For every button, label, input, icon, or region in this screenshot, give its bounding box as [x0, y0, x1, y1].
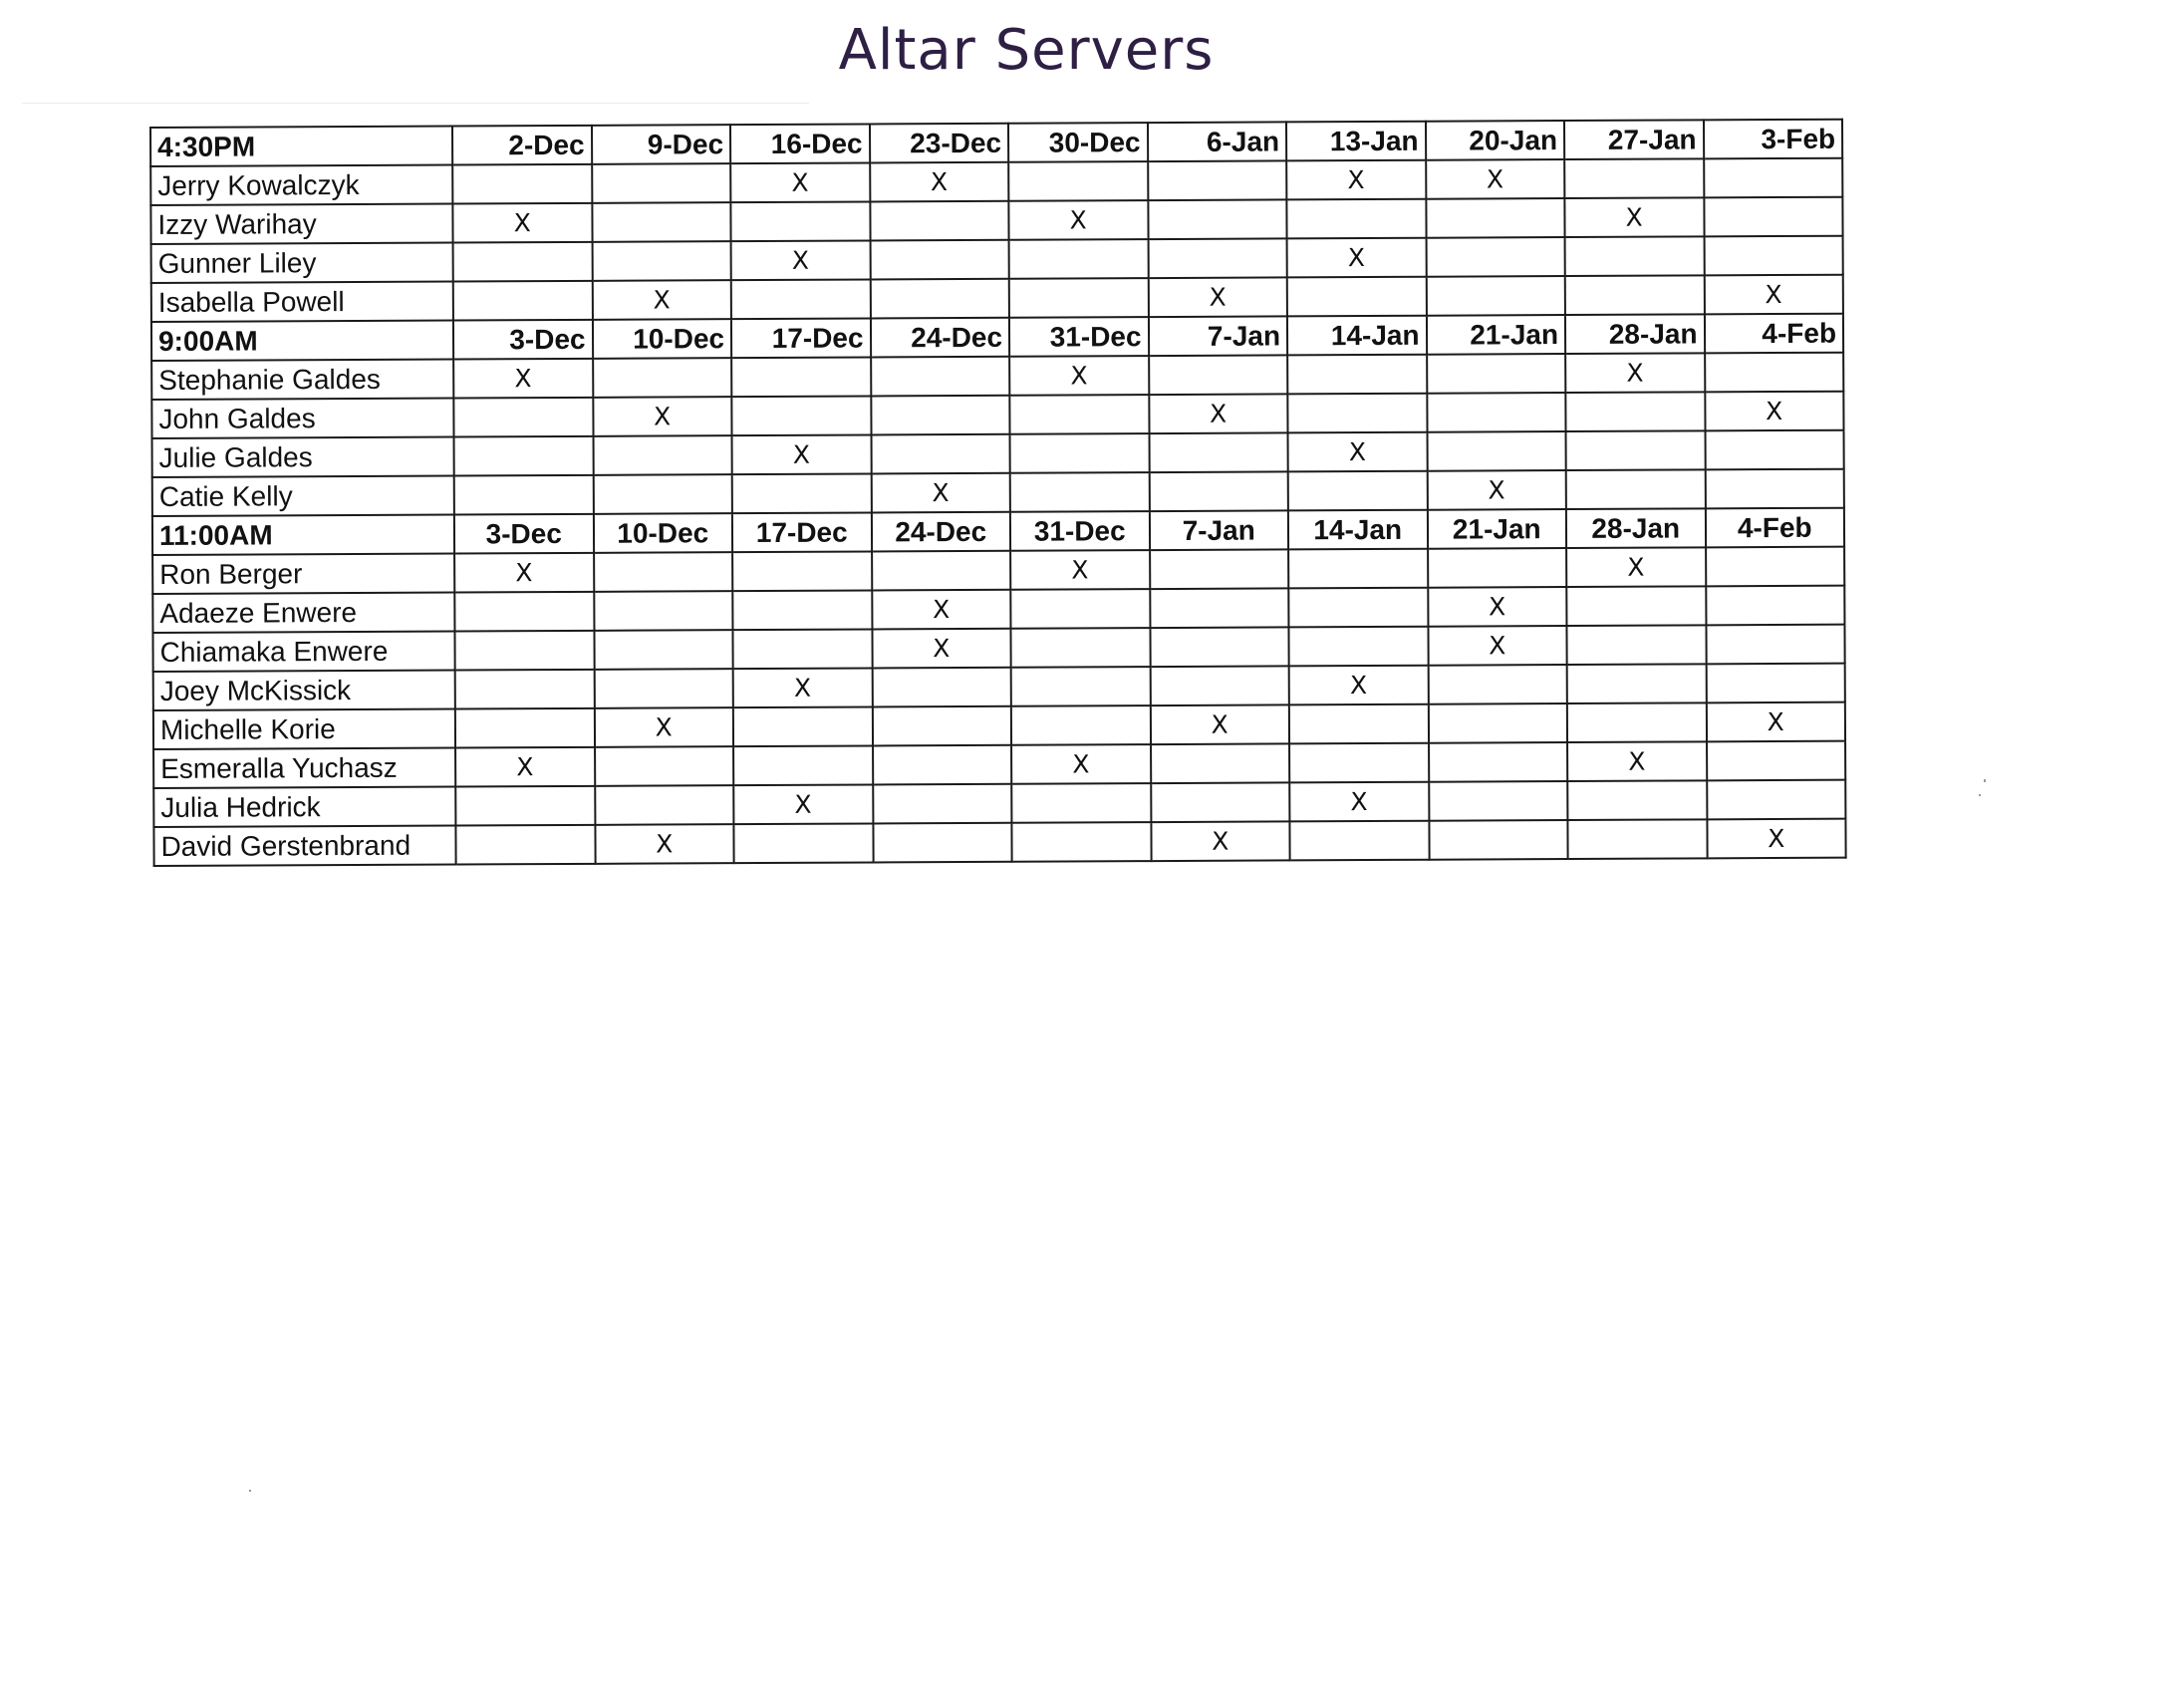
date-header-cell: 7-Jan [1149, 510, 1288, 550]
assignment-cell: X [595, 824, 734, 864]
assignment-cell: X [1009, 356, 1149, 396]
assignment-cell [731, 396, 871, 435]
assignment-cell: X [1564, 197, 1704, 237]
assignment-cell [1011, 705, 1151, 745]
date-header-cell: 9-Dec [591, 125, 730, 164]
assignment-cell [593, 474, 732, 514]
date-header-cell: 27-Jan [1564, 120, 1704, 159]
assignment-cell: X [1706, 703, 1845, 742]
assignment-cell [1150, 549, 1289, 589]
assignment-cell [1567, 703, 1707, 742]
assignment-cell: X [1151, 821, 1290, 861]
assignment-cell: X [1011, 744, 1151, 784]
assignment-cell [1566, 469, 1706, 509]
assignment-cell [594, 669, 733, 708]
assignment-cell [1426, 276, 1565, 316]
assignment-cell [454, 631, 594, 671]
assignment-cell [1148, 160, 1287, 200]
page-title: Altar Servers [838, 18, 1215, 83]
assignment-cell [1706, 625, 1845, 665]
assignment-cell [1429, 742, 1568, 782]
assignment-cell: X [1010, 550, 1150, 590]
server-name: Izzy Warihay [150, 204, 452, 244]
date-header-cell: 17-Dec [732, 512, 872, 552]
assignment-cell [873, 784, 1012, 824]
assignment-cell [1008, 161, 1148, 201]
assignment-cell [1565, 236, 1705, 276]
date-header-cell: 6-Jan [1147, 122, 1286, 161]
assignment-cell [455, 786, 595, 826]
date-header-cell: 24-Dec [871, 512, 1010, 552]
date-header-cell: 3-Dec [453, 320, 593, 360]
assignment-cell [1704, 236, 1843, 276]
assignment-cell [1009, 278, 1149, 318]
assignment-cell [1706, 664, 1845, 703]
assignment-cell [592, 202, 731, 242]
assignment-cell [592, 163, 731, 203]
assignment-cell [455, 670, 595, 709]
assignment-cell [1150, 666, 1289, 705]
date-header-cell: 14-Jan [1287, 316, 1427, 356]
assignment-cell [1567, 819, 1707, 859]
assignment-cell: X [1705, 392, 1844, 431]
date-header-cell: 10-Dec [593, 513, 732, 553]
assignment-cell [1564, 158, 1704, 198]
server-name: Jerry Kowalczyk [150, 165, 452, 205]
assignment-cell [593, 435, 732, 475]
assignment-cell [1149, 471, 1288, 511]
assignment-cell [453, 398, 593, 437]
date-header-cell: 3-Feb [1703, 120, 1842, 159]
assignment-cell [594, 591, 733, 631]
server-row [153, 819, 1845, 866]
assignment-cell [871, 396, 1010, 435]
assignment-cell: X [1428, 587, 1567, 627]
assignment-cell: X [1566, 547, 1706, 587]
schedule-body [150, 120, 1846, 866]
assignment-cell [1148, 199, 1287, 239]
assignment-cell: X [732, 434, 872, 474]
assignment-cell: X [870, 162, 1009, 202]
assignment-cell [452, 164, 592, 204]
date-header-cell: 16-Dec [730, 124, 870, 163]
assignment-cell: X [872, 590, 1011, 630]
assignment-cell [1009, 395, 1149, 434]
date-header-cell: 14-Jan [1288, 510, 1428, 550]
assignment-cell: X [592, 280, 731, 320]
assignment-cell: X [594, 707, 733, 747]
assignment-cell [873, 823, 1012, 863]
date-header-cell: 21-Jan [1427, 509, 1566, 549]
assignment-cell: X [1565, 353, 1705, 393]
assignment-cell [871, 357, 1010, 397]
assignment-cell: X [454, 553, 594, 593]
assignment-cell [454, 592, 594, 632]
server-name: Stephanie Galdes [151, 360, 453, 400]
server-name: John Galdes [151, 399, 453, 438]
assignment-cell [870, 240, 1009, 280]
assignment-cell: X [733, 784, 873, 824]
scan-speck [1984, 779, 1986, 782]
assignment-cell [733, 706, 873, 746]
assignment-cell [1567, 664, 1707, 703]
assignment-cell [1705, 430, 1844, 470]
assignment-cell [454, 436, 594, 476]
assignment-cell [1150, 588, 1289, 628]
assignment-cell [1706, 586, 1845, 626]
assignment-cell: X [1148, 277, 1287, 317]
assignment-cell [1289, 743, 1429, 783]
assignment-cell [1427, 431, 1566, 471]
assignment-cell [595, 746, 734, 786]
date-header-cell: 30-Dec [1008, 123, 1148, 162]
assignment-cell [1429, 820, 1568, 860]
assignment-cell [1287, 277, 1427, 317]
assignment-cell [1705, 469, 1844, 509]
assignment-cell [1010, 628, 1150, 668]
date-header-cell: 4-Feb [1704, 314, 1843, 354]
date-header-cell: 23-Dec [869, 124, 1008, 163]
assignment-cell [1288, 627, 1428, 667]
assignment-cell: X [1567, 741, 1707, 781]
assignment-cell: X [1150, 704, 1289, 744]
assignment-cell [455, 708, 595, 748]
assignment-cell: X [452, 203, 592, 243]
server-name: David Gerstenbrand [153, 826, 455, 866]
assignment-cell [1428, 703, 1567, 743]
assignment-cell [1288, 471, 1428, 511]
service-time-label: 9:00AM [151, 321, 453, 361]
server-name: Adaeze Enwere [152, 593, 454, 633]
assignment-cell [1566, 586, 1706, 626]
assignment-cell [1151, 743, 1290, 783]
assignment-cell: X [1704, 275, 1843, 315]
assignment-cell [1566, 625, 1706, 665]
assignment-cell [1704, 158, 1843, 198]
assignment-cell [1567, 780, 1707, 820]
assignment-cell [1011, 783, 1151, 823]
server-name: Gunner Liley [151, 243, 453, 283]
server-name: Julia Hedrick [153, 787, 455, 827]
assignment-cell [594, 630, 733, 670]
altar-server-schedule-table [149, 119, 1847, 867]
assignment-cell [1426, 237, 1565, 277]
date-header-cell: 13-Jan [1286, 122, 1426, 161]
assignment-cell [1011, 667, 1151, 706]
assignment-cell: X [1428, 626, 1567, 666]
assignment-cell [1009, 239, 1149, 279]
server-name: Ron Berger [152, 554, 454, 594]
assignment-cell [870, 279, 1009, 319]
server-name: Joey McKissick [153, 671, 455, 710]
server-name: Isabella Powell [151, 282, 453, 322]
assignment-cell [1566, 430, 1706, 470]
assignment-cell [1148, 238, 1287, 278]
assignment-cell [1705, 353, 1844, 393]
assignment-cell [730, 201, 870, 241]
assignment-cell [1289, 704, 1429, 744]
date-header-cell: 2-Dec [452, 126, 592, 165]
assignment-cell: X [1288, 432, 1428, 472]
assignment-cell [1427, 393, 1566, 432]
assignment-cell: X [871, 473, 1010, 513]
assignment-cell [453, 242, 593, 282]
assignment-cell [454, 475, 594, 515]
date-header-cell: 4-Feb [1705, 508, 1844, 548]
assignment-cell: X [1287, 238, 1427, 278]
assignment-cell [1010, 472, 1150, 512]
date-header-cell: 20-Jan [1425, 121, 1564, 160]
assignment-cell [453, 281, 593, 321]
assignment-cell [1707, 780, 1846, 820]
date-header-cell: 10-Dec [592, 319, 731, 359]
assignment-cell: X [730, 162, 870, 202]
service-time-label: 4:30PM [150, 127, 452, 166]
assignment-cell [733, 745, 873, 785]
assignment-cell [872, 551, 1011, 591]
assignment-cell [732, 551, 872, 591]
assignment-cell [1428, 548, 1567, 588]
scan-rule-line [22, 103, 809, 104]
assignment-cell: X [593, 397, 732, 436]
date-header-cell: 3-Dec [454, 514, 594, 554]
assignment-cell: X [731, 240, 871, 280]
server-name: Julie Galdes [152, 437, 454, 477]
assignment-cell: X [1707, 819, 1846, 859]
date-header-cell: 31-Dec [1009, 317, 1149, 357]
date-header-cell: 28-Jan [1566, 508, 1706, 548]
assignment-cell [870, 201, 1009, 241]
assignment-cell [1428, 665, 1567, 704]
assignment-cell [1149, 355, 1288, 395]
assignment-cell [594, 552, 733, 592]
assignment-cell: X [1149, 394, 1288, 433]
assignment-cell: X [1289, 782, 1429, 822]
assignment-cell [1426, 198, 1565, 238]
assignment-cell [1427, 354, 1566, 394]
assignment-cell: X [1289, 666, 1429, 705]
assignment-cell [1565, 392, 1705, 431]
assignment-cell [1565, 275, 1705, 315]
assignment-cell [593, 358, 732, 398]
assignment-cell [1429, 781, 1568, 821]
server-name: Esmeralla Yuchasz [153, 748, 455, 788]
assignment-cell: X [1427, 470, 1566, 510]
assignment-cell: X [453, 359, 593, 399]
scan-speck [1979, 794, 1981, 796]
assignment-cell: X [455, 747, 595, 787]
assignment-cell [732, 590, 872, 630]
assignment-cell: X [1286, 160, 1426, 200]
assignment-cell [732, 629, 872, 669]
assignment-cell [732, 473, 872, 513]
assignment-cell [1287, 394, 1427, 433]
server-name: Michelle Korie [153, 709, 455, 749]
scan-speck [249, 1490, 251, 1492]
date-header-cell: 17-Dec [731, 318, 871, 358]
date-header-cell: 24-Dec [870, 318, 1009, 358]
assignment-cell [592, 241, 731, 281]
server-name: Chiamaka Enwere [152, 632, 454, 672]
assignment-cell [1287, 355, 1427, 395]
assignment-cell [1151, 782, 1290, 822]
assignment-cell [1707, 741, 1846, 781]
date-header-cell: 28-Jan [1565, 314, 1705, 354]
assignment-cell: X [1008, 200, 1148, 240]
assignment-cell [1286, 199, 1426, 239]
service-time-label: 11:00AM [152, 515, 454, 555]
assignment-cell: X [1426, 159, 1565, 199]
date-header-cell: 21-Jan [1426, 315, 1565, 355]
date-header-cell: 31-Dec [1010, 511, 1150, 551]
assignment-cell: X [872, 629, 1011, 669]
assignment-cell [595, 785, 734, 825]
assignment-cell [731, 279, 871, 319]
date-header-cell: 7-Jan [1148, 316, 1287, 356]
assignment-cell [733, 823, 873, 863]
assignment-cell [1010, 589, 1150, 629]
assignment-cell [1704, 197, 1843, 237]
assignment-cell [455, 825, 595, 865]
assignment-cell: X [733, 668, 873, 707]
assignment-cell [1149, 432, 1288, 472]
assignment-cell [871, 434, 1010, 474]
assignment-cell [1288, 549, 1428, 589]
assignment-cell [872, 706, 1011, 746]
assignment-cell [1289, 821, 1429, 861]
assignment-cell [872, 668, 1011, 707]
assignment-cell [1010, 433, 1150, 473]
assignment-cell [1011, 822, 1151, 862]
assignment-cell [1288, 588, 1428, 628]
server-name: Catie Kelly [152, 476, 454, 516]
assignment-cell [873, 745, 1012, 785]
assignment-cell [1150, 627, 1289, 667]
assignment-cell [1706, 547, 1845, 587]
assignment-cell [731, 357, 871, 397]
